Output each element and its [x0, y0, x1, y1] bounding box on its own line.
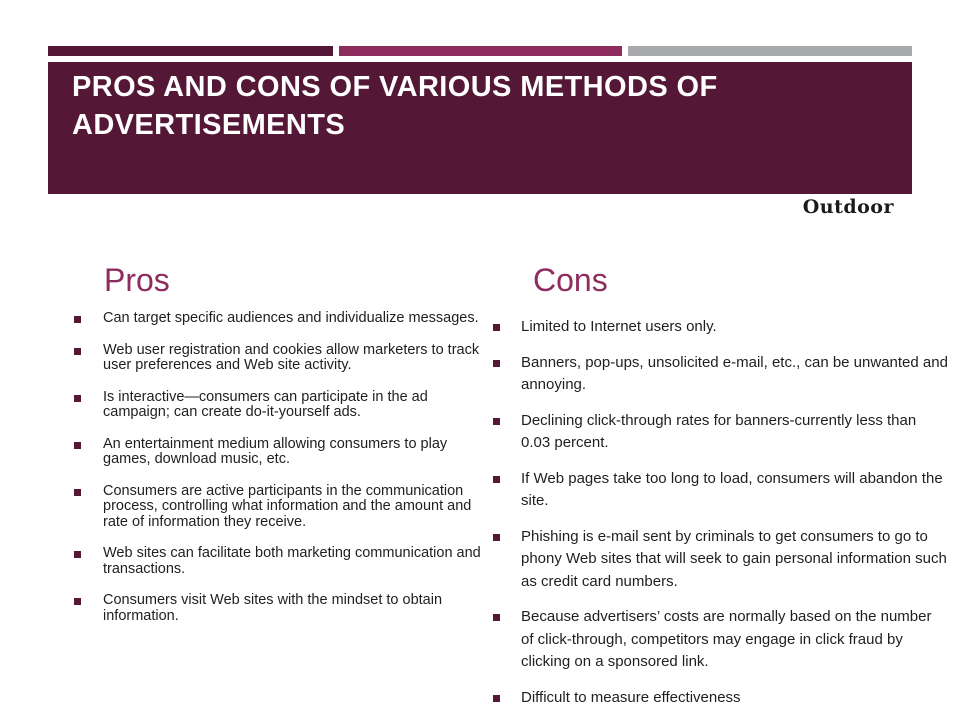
pros-item-text: Web user registration and cookies allow marketers to track user preferences and Web site activity.: [103, 341, 480, 373]
pros-item-text: Is interactive—consumers can participate in the ad campaign; can create do-it-yourself ads.: [103, 388, 428, 420]
square-bullet-icon: [74, 442, 81, 449]
cons-item: [493, 352, 948, 397]
pros-item-text: Consumers are active participants in the communication process, controlling what information and the amount and rate of information they receive.: [103, 482, 472, 530]
cons-item: [493, 468, 948, 513]
slide-subtitle: Outdoor: [802, 196, 894, 218]
cons-heading: Cons: [533, 262, 608, 298]
slide-title: PROS AND CONS OF VARIOUS METHODS OF ADVERTISEMENTS: [72, 71, 718, 141]
cons-item-text: Difficult to measure effectiveness: [521, 688, 741, 706]
pros-item: [74, 593, 494, 624]
square-bullet-icon: [493, 476, 500, 483]
pros-item-text: Consumers visit Web sites with the mindset to obtain information.: [103, 592, 443, 624]
cons-item-text: Limited to Internet users only.: [521, 318, 717, 335]
cons-list: [493, 316, 948, 722]
square-bullet-icon: [74, 489, 81, 496]
cons-item-text: Phishing is e-mail sent by criminals to get consumers to go to phony Web sites that will seek to gain personal information such as credit card numbers.: [521, 527, 947, 590]
pros-item-text: Web sites can facilitate both marketing communication and transactions.: [103, 545, 481, 577]
square-bullet-icon: [493, 418, 500, 425]
cons-item: [493, 316, 948, 339]
pros-item: [74, 343, 494, 374]
square-bullet-icon: [74, 551, 81, 558]
pros-list: [74, 311, 494, 640]
cons-item-text: Banners, pop-ups, unsolicited e-mail, etc., can be unwanted and annoying.: [521, 353, 948, 393]
square-bullet-icon: [74, 348, 81, 355]
cons-item: [493, 410, 948, 455]
square-bullet-icon: [493, 534, 500, 541]
square-bullet-icon: [493, 614, 500, 621]
cons-item: [493, 606, 948, 674]
accent-bar-magenta: [339, 46, 622, 56]
accent-bar-gray: [628, 46, 912, 56]
cons-item: [493, 526, 948, 594]
cons-item: [493, 687, 948, 710]
pros-heading: Pros: [104, 262, 170, 298]
square-bullet-icon: [493, 324, 500, 331]
square-bullet-icon: [74, 598, 81, 605]
square-bullet-icon: [493, 695, 500, 702]
square-bullet-icon: [74, 316, 81, 323]
pros-item-text: Can target specific audiences and individualize messages.: [103, 310, 479, 326]
pros-item: [74, 311, 494, 327]
square-bullet-icon: [74, 395, 81, 402]
pros-item-text: An entertainment medium allowing consumers to play games, download music, etc.: [103, 435, 448, 467]
pros-item: [74, 484, 494, 531]
pros-item: [74, 390, 494, 421]
accent-bar-dark: [48, 46, 333, 56]
pros-item: [74, 546, 494, 577]
cons-item-text: Because advertisers’ costs are normally based on the number of click-through, competitors may engage in click fraud by clicking on a sponsored link.: [521, 608, 932, 670]
pros-item: [74, 437, 494, 468]
cons-item-text: If Web pages take too long to load, consumers will abandon the site.: [521, 469, 943, 509]
cons-item-text: Declining click-through rates for banners-currently less than 0.03 percent.: [521, 411, 917, 451]
square-bullet-icon: [493, 360, 500, 367]
title-band: [48, 62, 912, 194]
